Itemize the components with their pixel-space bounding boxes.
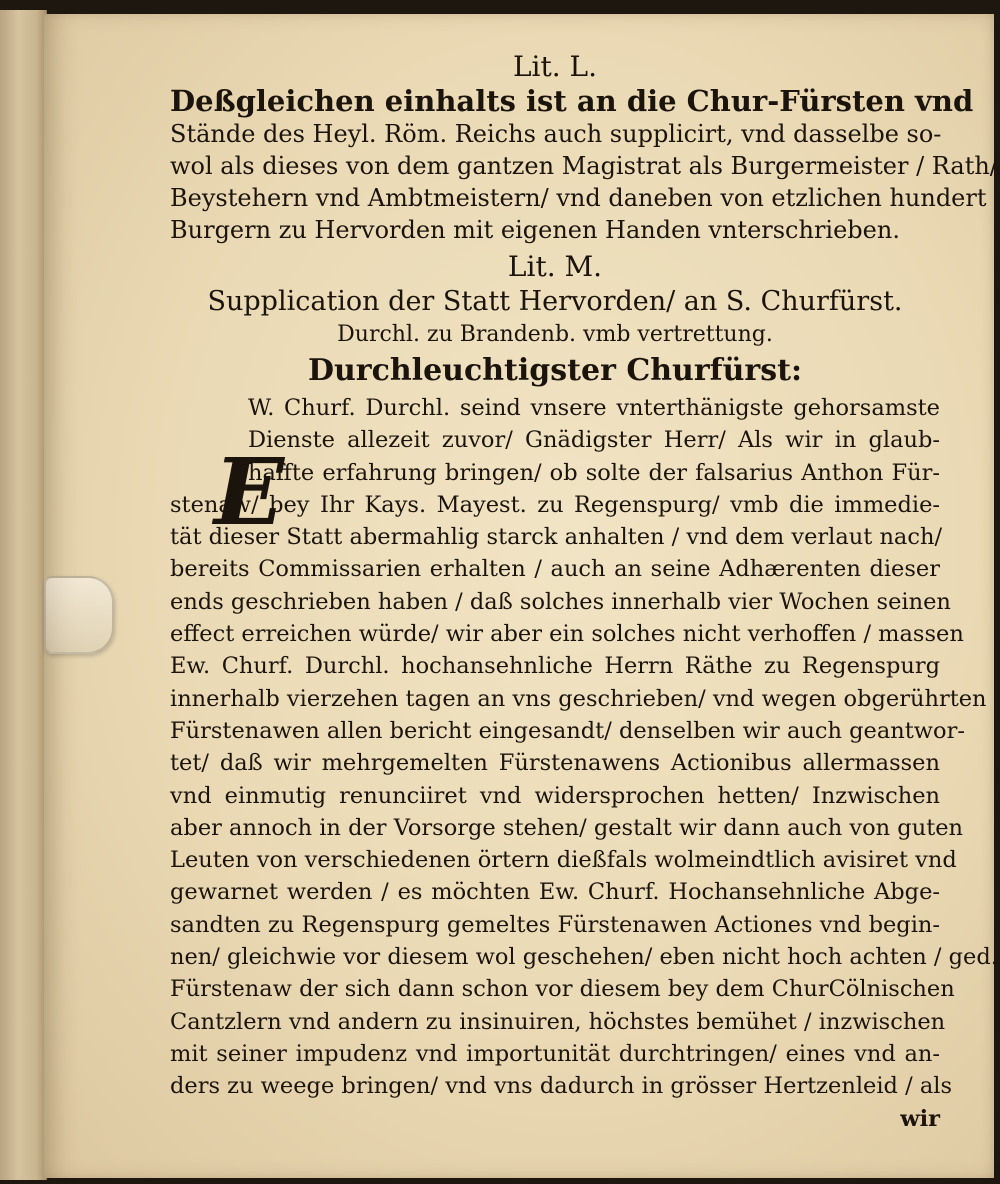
text-line: Leuten von verschiedenen örtern dießfals wolmeindtlich avisiret vnd [170,847,957,874]
text-line: mit seiner impudenz vnd importunität durchtringen/ eines vnd an- [170,1040,940,1067]
supplication-subtitle: Durchl. zu Brandenb. vmb vertrettung. [337,322,773,347]
text-line: vnd einmutig renunciiret vnd widersprochen hetten/ Inzwischen [170,782,940,809]
text-line: sandten zu Regenspurg gemeltes Fürstenawen Actiones vnd begin- [170,911,940,938]
text-line: aber annoch in der Vorsorge stehen/ gestalt wir dann auch von guten [170,814,964,841]
text-line: bereits Commissarien erhalten / auch an seine Adhærenten dieser [170,556,940,583]
text-line: Deßgleichen einhalts ist an die Chur-Fürsten vnd [170,84,974,118]
drop-cap: E [214,438,285,546]
lit-l-heading: Lit. L. [512,50,598,83]
text-column [170,50,998,1135]
text-line: Beystehern vnd Ambtmeistern/ vnd daneben von etzlichen hundert [170,184,987,212]
lit-l-paragraph [170,84,998,246]
facing-page-edge [0,10,47,1180]
text-line: wol als dieses von dem gantzen Magistrat als Burgermeister / Rath/ [170,152,998,180]
text-line: tät dieser Statt abermahlig starck anhalten / vnd dem verlaut nach/ [170,524,943,551]
page-clip [44,576,114,654]
supplication-title: Supplication der Statt Hervorden/ an S. Churfürst. [207,286,903,317]
text-line: haffte erfahrung bringen/ ob solte der falsarius Anthon Für- [248,459,940,486]
text-line: effect erreichen würde/ wir aber ein solches nicht verhoffen / massen [170,621,964,648]
text-line: Stände des Heyl. Röm. Reichs auch supplicirt, vnd dasselbe so- [170,120,942,148]
text-line: stenaw/ bey Ihr Kays. Mayest. zu Regenspurg/ vmb die immedie- [170,491,940,518]
text-line: innerhalb vierzehen tagen an vns geschrieben/ vnd wegen obgerührten [170,685,987,712]
catchword: wir [900,1105,940,1132]
lit-m-heading: Lit. M. [507,250,603,283]
text-line: gewarnet werden / es möchten Ew. Churf. Hochansehnliche Abge- [170,879,940,906]
text-line: tet/ daß wir mehrgemelten Fürstenawens Actionibus allermassen [170,750,940,777]
text-line: Ew. Churf. Durchl. hochansehnliche Herrn Räthe zu Regenspurg [170,653,940,680]
text-line: ends geschrieben haben / daß solches innerhalb vier Wochen seinen [170,588,951,615]
salutation: Durchleuchtigster Churfürst: [307,353,803,388]
text-line: ders zu weege bringen/ vnd vns dadurch in grösser Hertzenleid / als [170,1073,952,1100]
text-line: Fürstenawen allen bericht eingesandt/ denselben wir auch geantwor- [170,717,965,744]
text-line: Dienste allezeit zuvor/ Gnädigster Herr/ Als wir in glaub- [248,427,940,454]
text-line: nen/ gleichwie vor diesem wol geschehen/ eben nicht hoch achten / ged. [170,944,998,971]
text-line: Cantzlern vnd andern zu insinuiren, höchstes bemühet / inzwischen [170,1008,946,1035]
text-line: Burgern zu Hervorden mit eigenen Handen vnterschrieben. [170,216,900,244]
text-line: W. Churf. Durchl. seind vnsere vnterthänigste gehorsamste [248,395,940,421]
text-line: Fürstenaw der sich dann schon vor diesem bey dem ChurCölnischen [170,976,955,1003]
